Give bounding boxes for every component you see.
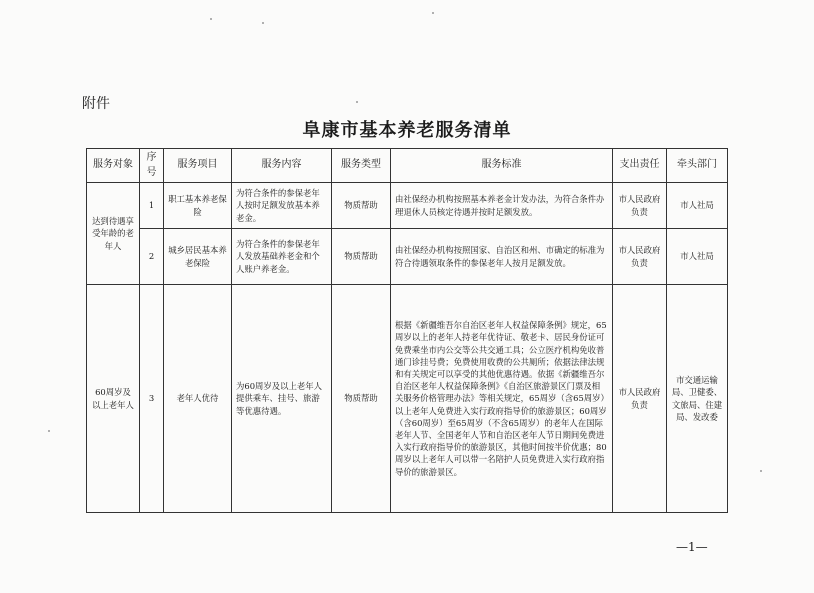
attachment-label: 附件 bbox=[82, 96, 110, 112]
service-list-table bbox=[86, 148, 728, 513]
service-standard-cell: 根据《新疆维吾尔自治区老年人权益保障条例》规定，65周岁以上的老年人持老年优待证、敬老卡、居民身份证可免费乘坐市内公交等公共交通工具；公立医疗机构免收普通门诊挂号费；免费使用收费的公共厕所；依据法律法规和有关规定可以享受的其他优惠待遇。依据《新疆维吾尔自治区老年人权益保障条例》《自治区旅游景区门票及相关服务价格管理办法》等相关规定，65周岁（含65周岁）以上老年人免费进入实行政府指导价的旅游景区；60周岁（含60周岁）至65周岁（不含65周岁）的老年人在国际老年人节、全国老年人节和自治区老年人节日期间免费进入实行政府指导价的旅游景区，其他时间按半价优惠；80周岁以上老年人可以带一名陪护人员免费进入实行政府指导价的旅游景区。 bbox=[391, 285, 613, 513]
row-number-cell: 1 bbox=[140, 183, 164, 229]
header-service-content: 服务内容 bbox=[232, 149, 332, 183]
service-item-cell: 城乡居民基本养老保险 bbox=[164, 229, 232, 285]
page-title: 阜康市基本养老服务清单 bbox=[302, 120, 512, 141]
page-number: —1— bbox=[676, 540, 708, 554]
lead-department-cell: 市人社局 bbox=[667, 229, 728, 285]
service-item-cell: 老年人优待 bbox=[164, 285, 232, 513]
service-item-cell: 职工基本养老保险 bbox=[164, 183, 232, 229]
expense-responsibility-cell: 市人民政府负责 bbox=[613, 229, 667, 285]
scan-speck bbox=[760, 470, 762, 472]
service-target-cell: 达到待遇享受年龄的老年人 bbox=[87, 183, 140, 285]
header-lead-department: 牵头部门 bbox=[667, 149, 728, 183]
service-standard-cell: 由社保经办机构按照基本养老金计发办法，为符合条件办理退休人员核定待遇并按时足额发放。 bbox=[391, 183, 613, 229]
header-number: 序号 bbox=[140, 149, 164, 183]
header-service-item: 服务项目 bbox=[164, 149, 232, 183]
service-type-cell: 物质帮助 bbox=[332, 183, 391, 229]
lead-department-cell: 市人社局 bbox=[667, 183, 728, 229]
scan-speck bbox=[262, 22, 264, 24]
table-row bbox=[87, 285, 728, 513]
service-content-cell: 为符合条件的参保老年人按时足额发放基本养老金。 bbox=[232, 183, 332, 229]
service-type-cell: 物质帮助 bbox=[332, 229, 391, 285]
header-expense-responsibility: 支出责任 bbox=[613, 149, 667, 183]
table-header-row bbox=[87, 149, 728, 183]
scan-speck bbox=[356, 101, 358, 103]
scan-speck bbox=[48, 430, 50, 432]
scan-speck bbox=[432, 12, 434, 14]
service-type-cell: 物质帮助 bbox=[332, 285, 391, 513]
header-service-target: 服务对象 bbox=[87, 149, 140, 183]
service-content-cell: 为60周岁及以上老年人提供乘车、挂号、旅游等优惠待遇。 bbox=[232, 285, 332, 513]
service-content-cell: 为符合条件的参保老年人发放基础养老金和个人账户养老金。 bbox=[232, 229, 332, 285]
scan-speck bbox=[210, 18, 212, 20]
row-number-cell: 2 bbox=[140, 229, 164, 285]
service-standard-cell: 由社保经办机构按照国家、自治区和州、市确定的标准为符合待遇领取条件的参保老年人按月足额发放。 bbox=[391, 229, 613, 285]
header-service-standard: 服务标准 bbox=[391, 149, 613, 183]
header-service-type: 服务类型 bbox=[332, 149, 391, 183]
expense-responsibility-cell: 市人民政府负责 bbox=[613, 285, 667, 513]
table-row bbox=[87, 229, 728, 285]
row-number-cell: 3 bbox=[140, 285, 164, 513]
expense-responsibility-cell: 市人民政府负责 bbox=[613, 183, 667, 229]
lead-department-cell: 市交通运输局、卫健委、文旅局、住建局、发改委 bbox=[667, 285, 728, 513]
service-target-cell: 60周岁及以上老年人 bbox=[87, 285, 140, 513]
table-row bbox=[87, 183, 728, 229]
